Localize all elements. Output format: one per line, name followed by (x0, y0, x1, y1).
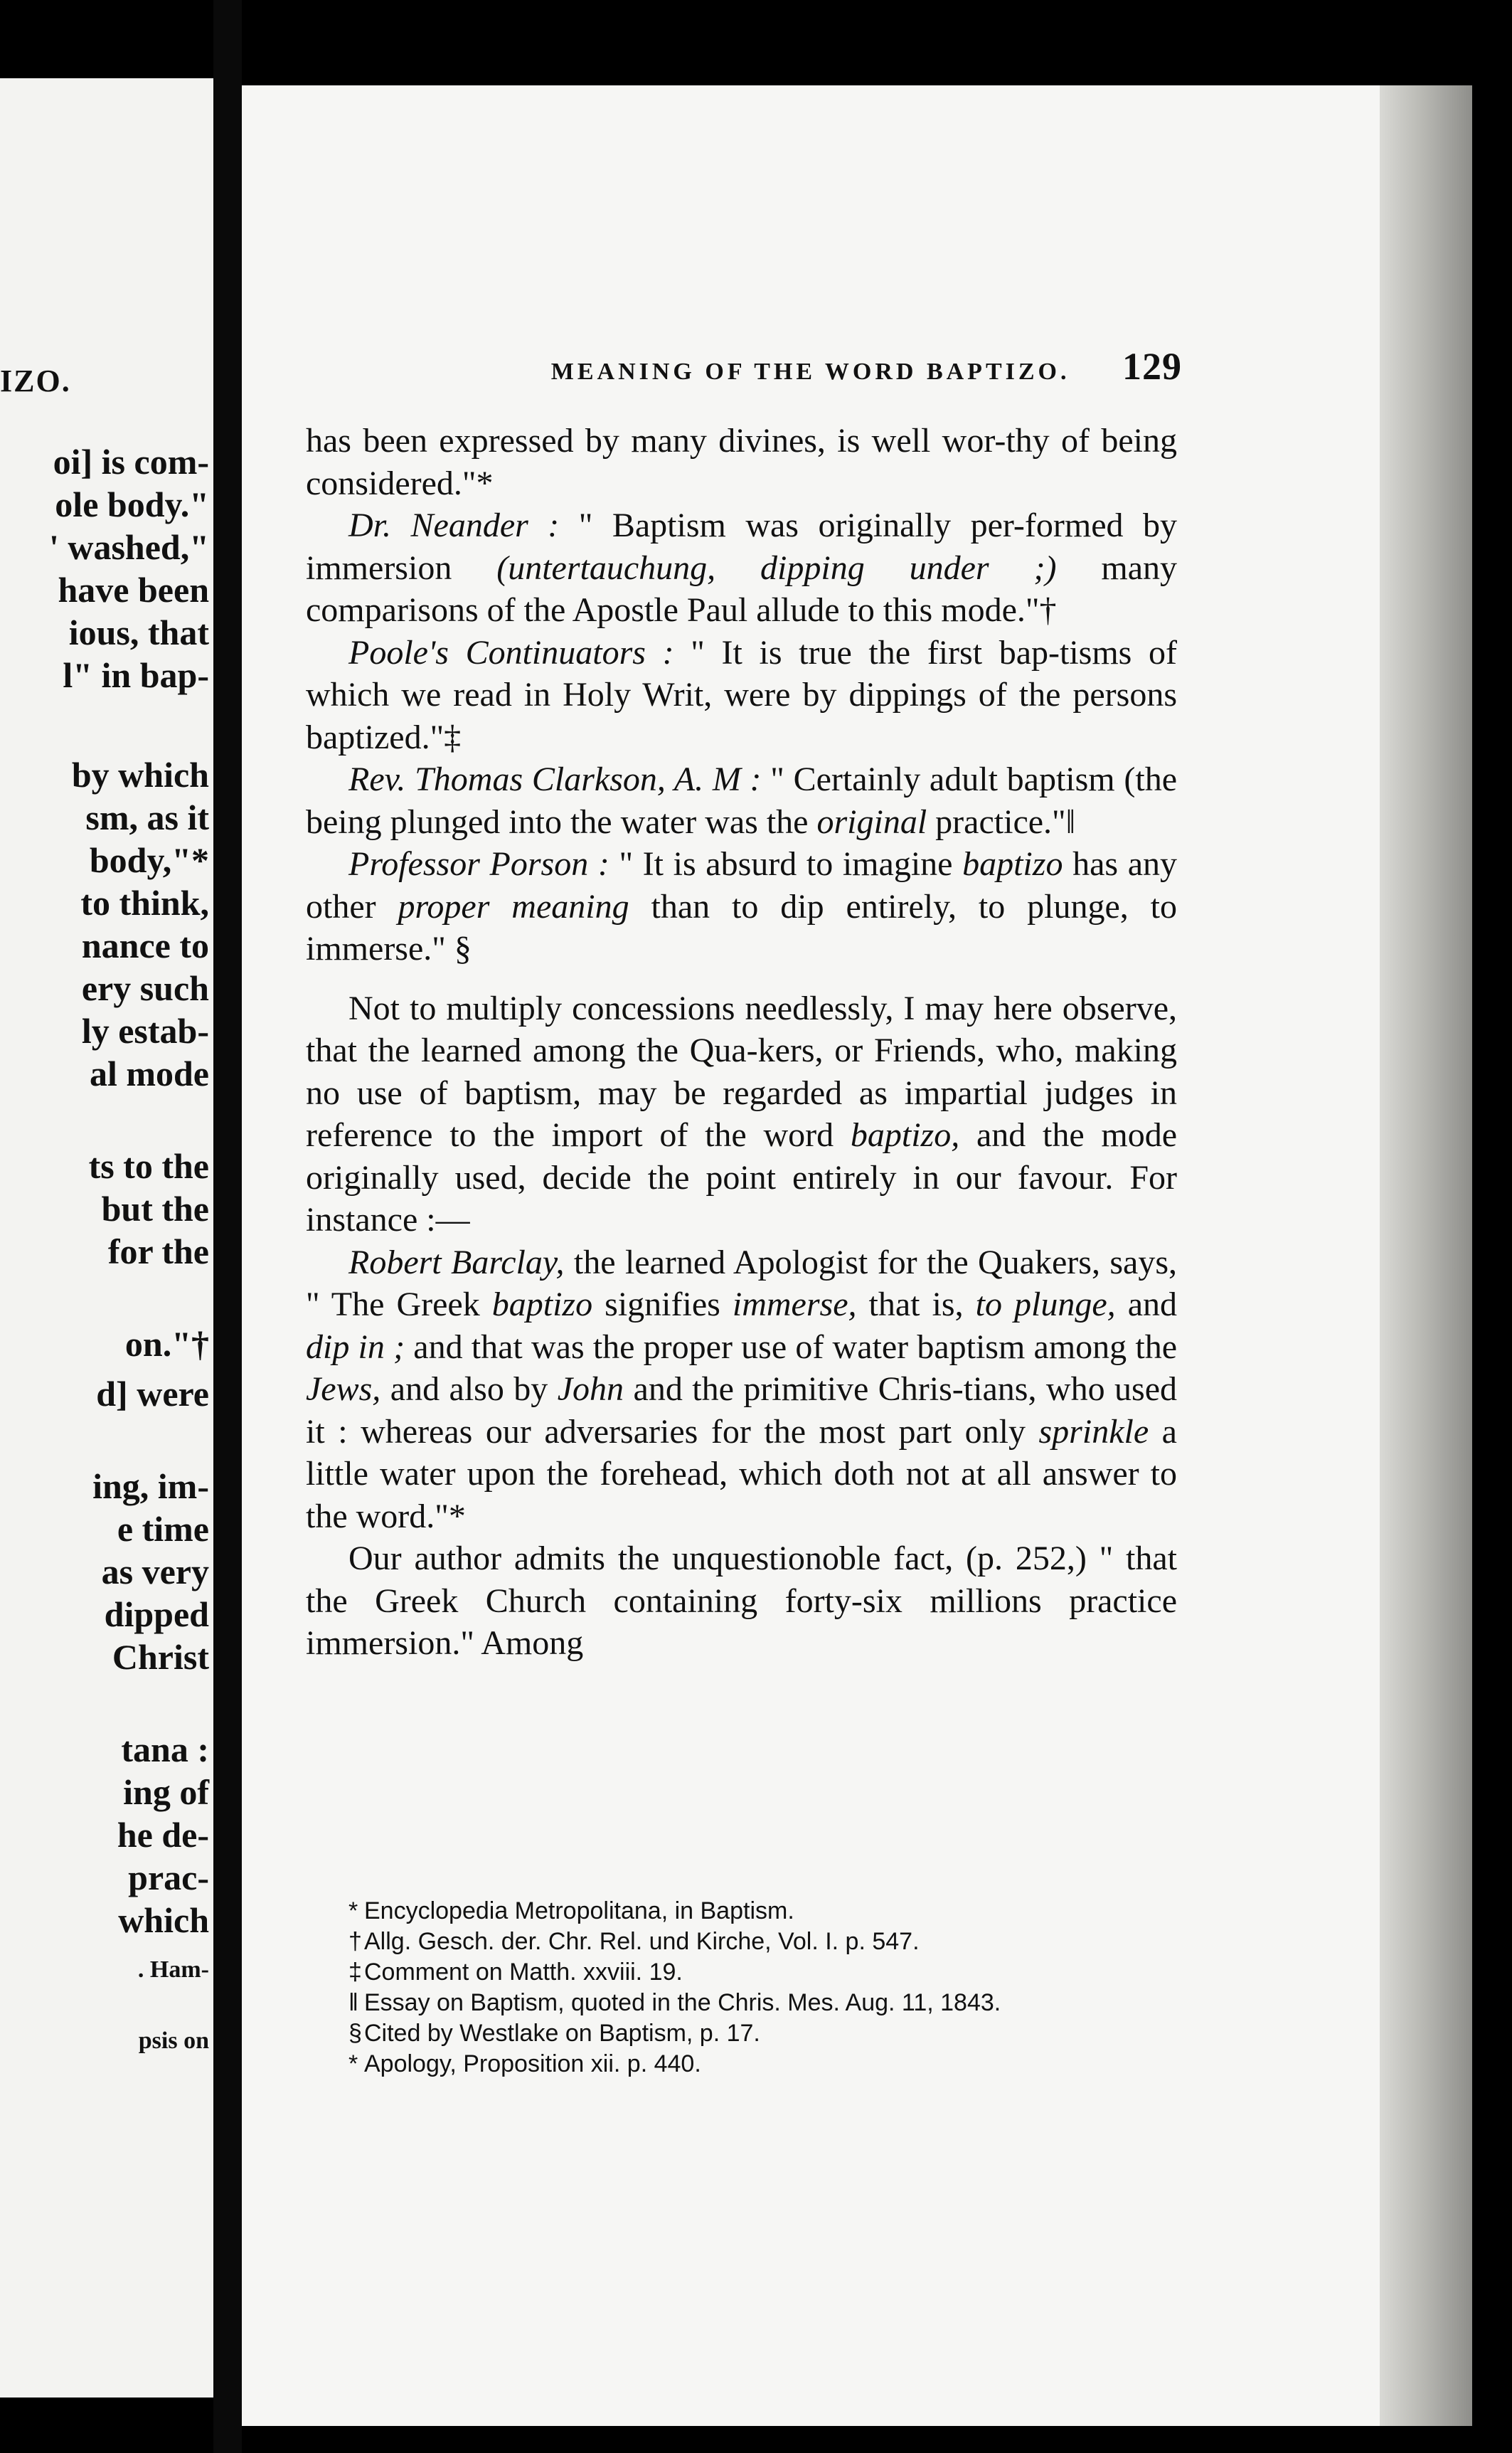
footnote (348, 1927, 1188, 1957)
facing-page-line: oi] is com- (53, 442, 209, 482)
text-run: has any other (306, 845, 1178, 926)
facing-page-line: body,"* (89, 840, 209, 880)
footnote (348, 1896, 1188, 1927)
facing-page-line: ious, that (68, 613, 209, 652)
text-run: practice."‖ (927, 802, 1076, 841)
text-run: and the primitive Chris-tians, who used it : whereas our adversaries for the most part only (306, 1370, 1177, 1451)
italic-text-run: Dr. Neander : (348, 507, 560, 544)
running-head (442, 341, 1182, 391)
text-run: " Certainly adult baptism (the being plunged into the water was the (306, 761, 1177, 841)
book-gutter (213, 0, 242, 2453)
text-run: has been expressed by many divines, is well wor-thy of being considered."* (306, 422, 1177, 502)
text-run: and the mode originally used, decide the point entirely in our favour. For instance :— (306, 1116, 1178, 1239)
facing-page-line: dipped (104, 1594, 209, 1634)
italic-text-run: (untertauchung, dipping under ;) (496, 549, 1057, 587)
facing-page-line: l" in bap- (63, 655, 209, 695)
facing-page-footnote: psis on (138, 2028, 209, 2054)
footnote-mark: † (348, 1928, 362, 1955)
facing-page-line: on."† (124, 1324, 209, 1364)
italic-text-run: baptizo, (850, 1116, 960, 1154)
facing-page-line: but the (101, 1189, 209, 1229)
italic-text-run: John (557, 1370, 624, 1408)
text-run: signifies (592, 1286, 733, 1323)
body-text (306, 420, 1177, 1665)
facing-page-running-head: IZO. (0, 364, 71, 398)
paragraph (306, 420, 1177, 504)
footnote (348, 2049, 1188, 2080)
paragraph (306, 504, 1177, 632)
footnote-mark: * (348, 1897, 358, 1924)
text-run: " Baptism was originally per-formed by immersion (306, 507, 1177, 587)
facing-page-line: as very (101, 1552, 209, 1591)
facing-page-line: tana : (121, 1729, 209, 1769)
italic-text-run: dip in ; (306, 1328, 405, 1366)
facing-page-line: prac- (128, 1858, 209, 1897)
facing-page-line: e time (117, 1509, 209, 1549)
footnote-mark: * (348, 2050, 358, 2077)
facing-page-line: Christ (112, 1637, 209, 1677)
text-run: Comment on Matth. xxviii. 19. (364, 1959, 683, 1986)
text-run: and also by (380, 1370, 558, 1408)
italic-text-run: to plunge, (975, 1286, 1116, 1323)
page-number: 129 (1122, 345, 1182, 388)
italic-text-run: Professor Porson : (348, 845, 609, 883)
text-run: Cited by Westlake on Baptism, p. 17. (364, 2020, 760, 2047)
facing-page-line: ly estab- (81, 1011, 209, 1051)
italic-text-run: Robert Barclay, (348, 1243, 565, 1281)
footnote-mark: § (348, 2020, 362, 2047)
italic-text-run: Rev. Thomas Clarkson, A. M : (348, 761, 762, 798)
paragraph (306, 843, 1177, 970)
text-run: Encyclopedia Metropolitana, in Baptism. (364, 1897, 794, 1924)
facing-page-line: by which (71, 755, 209, 795)
paragraph (306, 987, 1177, 1241)
italic-text-run: Allg. Gesch. der. Chr. Rel. und Kirche, (364, 1928, 772, 1955)
text-run: " It is true the first bap-tisms of which we read in Holy Writ, were by dippings of the persons baptized."‡ (306, 633, 1177, 756)
page-edge (1380, 85, 1472, 2426)
paragraph (306, 758, 1177, 843)
paragraph (306, 632, 1177, 759)
paragraph (306, 1537, 1177, 1665)
facing-page-line: he de- (117, 1815, 209, 1855)
facing-page-line: for the (107, 1231, 209, 1271)
facing-page-line: sm, as it (85, 798, 209, 837)
italic-text-run: baptizo (962, 845, 1063, 883)
running-head-title: MEANING OF THE WORD BAPTIZO. (550, 359, 1070, 385)
text-run: many comparisons of the Apostle Paul allude to this mode."† (306, 549, 1178, 629)
text-run: Essay on Baptism, quoted in the Chris. Mes. Aug. 11, 1843. (364, 1989, 1001, 2016)
facing-page-line: to think, (80, 883, 209, 923)
facing-page-line: which (118, 1900, 209, 1940)
facing-page-line: nance to (81, 926, 209, 965)
footnotes (348, 1896, 1188, 2080)
facing-page-line: d] were (96, 1374, 209, 1414)
facing-page-line: ing, im- (92, 1466, 209, 1506)
italic-text-run: proper meaning (398, 887, 629, 926)
facing-page-line: ing of (123, 1772, 209, 1812)
text-run: and (1115, 1286, 1178, 1323)
facing-page (0, 78, 213, 2398)
text-run: Apology, Proposition xii. p. 440. (364, 2050, 701, 2077)
facing-page-line: ery such (81, 968, 209, 1008)
footnote-mark: ‡ (348, 1959, 362, 1986)
footnote (348, 1957, 1188, 1988)
facing-page-line: have been (58, 570, 209, 610)
italic-text-run: baptizo (491, 1286, 593, 1323)
footnote (348, 1988, 1188, 2018)
text-run: Not to multiply concessions needlessly, I may here observe, that the learned among the Qua-kers, or Friends, who, making no use of baptism, may be regarded as impartial judges in reference to the import of the word (306, 989, 1177, 1154)
italic-text-run: immerse, (732, 1286, 857, 1323)
footnote-mark: ‖ (348, 1989, 359, 2016)
facing-page-line: al mode (89, 1054, 209, 1093)
text-run: Our author admits the unquestionoble fact, (p. 252,) " that the Greek Church containing forty-six millions practice immersion." Among (306, 1540, 1177, 1662)
italic-text-run: Jews, (306, 1370, 381, 1408)
facing-page-line: ' washed," (48, 527, 209, 567)
text-run: and that was the proper use of water baptism among the (405, 1328, 1178, 1366)
text-run: that is, (856, 1286, 976, 1323)
italic-text-run: original (816, 802, 927, 841)
text-run: than to dip entirely, to plunge, to immerse." § (306, 887, 1178, 968)
text-run: Vol. I. p. 547. (771, 1928, 920, 1955)
text-run: a little water upon the forehead, which doth not at all answer to the word."* (306, 1412, 1177, 1535)
facing-page-line: ole body." (55, 484, 209, 524)
italic-text-run: Poole's Continuators : (348, 633, 674, 672)
facing-page-line: ts to the (88, 1146, 209, 1186)
text-run: the learned Apologist for the Quakers, says, " The Greek (306, 1243, 1178, 1323)
paragraph (306, 1241, 1177, 1538)
footnote (348, 2018, 1188, 2049)
facing-page-footnote: . Ham- (137, 1956, 209, 1983)
italic-text-run: sprinkle (1038, 1412, 1149, 1451)
text-run: " It is absurd to imagine (609, 845, 963, 883)
